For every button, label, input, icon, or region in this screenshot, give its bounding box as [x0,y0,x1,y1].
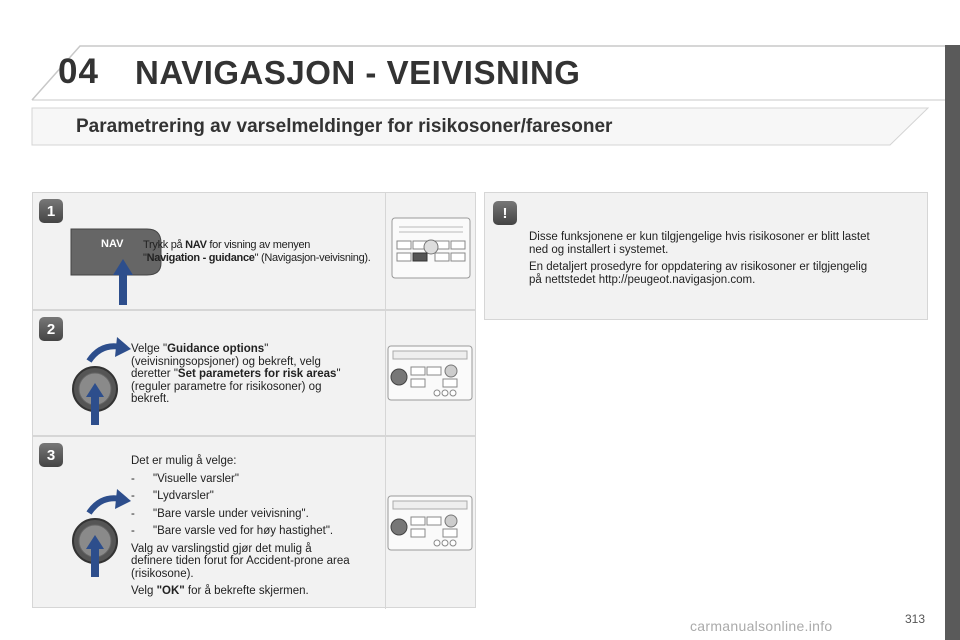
chapter-number: 04 [58,52,99,91]
radio-panel-illustration-1 [391,217,471,279]
page-number: 313 [905,612,926,626]
side-strip [945,45,960,640]
note-panel [484,192,928,320]
step-2-badge: 2 [39,317,63,341]
step-2-text: Velge "Guidance options" (veivisningsopsjoner) og bekreft, velg deretter "Set parameters for risk areas" (reguler parametre for risikosoner) og bekreft. [131,343,341,405]
radio-panel-illustration-3 [387,495,473,551]
radio-panel-illustration-2 [387,345,473,401]
note-text: Disse funksjonene er kun tilgjengelige hvis risikosoner er blitt lastet ned og installert i systemet. En detaljert prosedyre for oppdatering av risikosoner er tilgjengelig på nettstedet http://peugeot.navigasjon.com. [529,231,870,286]
step-1-badge: 1 [39,199,63,223]
rotate-arrow-icon [115,337,131,357]
chapter-title: NAVIGASJON - VEIVISNING [135,54,581,91]
rotary-knob-icon [69,485,139,585]
step-1-panel [32,192,476,310]
nav-label: NAV [101,238,124,250]
rotary-knob-icon [69,333,139,433]
watermark: carmanualsonline.info [690,618,833,634]
section-subtitle: Parametrering av varselmeldinger for risikosoner/faresoner [76,116,613,137]
nav-button-icon [67,223,167,308]
step-1-text: Trykk på NAV for visning av menyen "Navigation - guidance" (Navigasjon-veivisning). [143,239,371,264]
option-item: - "Visuelle varsler" [131,472,239,485]
step-3-badge: 3 [39,443,63,467]
option-item: - "Bare varsle under veivisning". [131,507,309,520]
step-2-panel [32,310,476,436]
step-3-text: Det er mulig å velge: - "Visuelle varsler" - "Lydvarsler" - "Bare varsle under veivisning". - "Bare varsle ved for høy hastighet". Valg av varslingstid gjør det mulig å definere tiden forut for Accident-prone area (risikosone). Velg "OK" for å bekrefte skjermen. [131,455,391,603]
option-item: - "Bare varsle ved for høy hastighet". [131,525,334,537]
option-item: - "Lydvarsler" [131,490,214,502]
warning-icon: ! [493,201,517,225]
rotate-arrow-icon [115,489,131,509]
step-3-panel [32,436,476,608]
